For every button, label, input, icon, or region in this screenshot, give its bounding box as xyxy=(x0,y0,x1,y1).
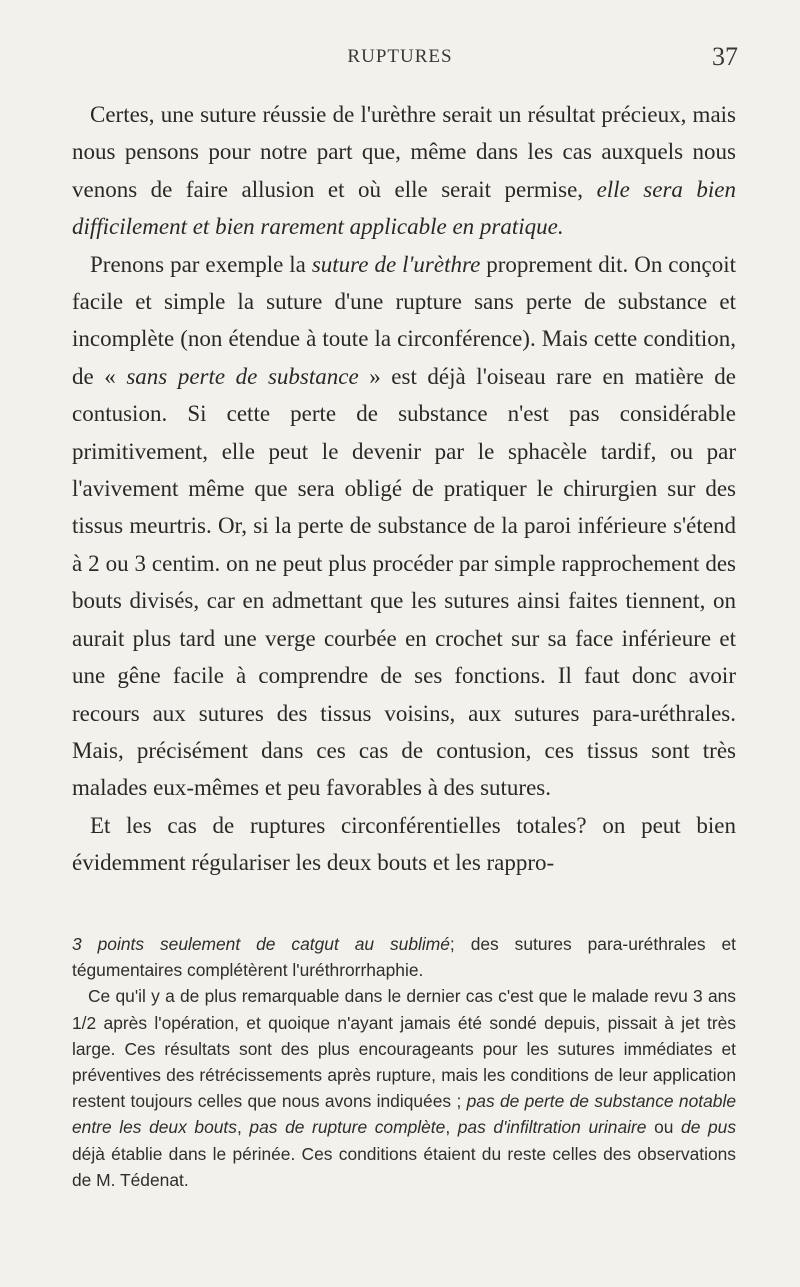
footnote-paragraph-1 xyxy=(72,931,736,983)
paragraph-2-text-a: Prenons par exemple la xyxy=(90,251,312,277)
footnote-2-text-g: ou xyxy=(646,1117,682,1138)
paragraph-1-text: Certes, une suture réussie de l'urèthre serait un résultat précieux, mais nous pensons pour notre part que, même dans les cas auxquels nous venons de faire allusion et où elle serait permise, xyxy=(72,102,736,202)
paragraph-2-text-c: proprement dit. On conçoit facile et simple la suture d'une rupture sans perte de substance et incomplète (non étendue à toute la circonférence). Mais cette condition, de « xyxy=(72,251,736,389)
footnote-2-emphasis-d: pas de rupture complète xyxy=(249,1117,446,1138)
paragraph-2-text-e: » est déjà l'oiseau rare en matière de contusion. Si cette perte de substance n'est pas considérable primitivement, elle peut le devenir par le sphacèle tardif, ou par l'avivement même que sera obligé de pratiquer le chirurgien sur des tissus meurtris. Or, si la perte de substance de la paroi inférieure s'étend à 2 ou 3 centim. on ne peut plus procéder par simple rapprochement des bouts divisés, car en admettant que les sutures ainsi faites tiennent, on aurait plus tard une verge courbée en crochet sur sa face inférieure et une gêne facile à comprendre de ses fonctions. Il faut donc avoir recours aux sutures des tissus voisins, aux sutures para-uréthrales. Mais, précisément dans ces cas de contusion, ces tissus sont très malades eux-mêmes et peu favorables à des sutures. xyxy=(72,363,736,801)
paragraph-1 xyxy=(72,96,736,246)
body-text xyxy=(72,96,736,882)
footnote-2-emphasis-b: pas de perte de substance notable entre les deux bouts xyxy=(72,1091,736,1138)
running-head xyxy=(60,42,740,86)
paragraph-2-emphasis-perte: sans perte de substance xyxy=(126,363,359,389)
footnote-2-emphasis-h: de pus xyxy=(681,1117,737,1138)
footnote-2-text-a: Ce qu'il y a de plus remarquable dans le dernier cas c'est que le malade revu 3 ans 1/2 après l'opération, et quoique n'ayant jamais été sondé depuis, pissait à jet très large. Ces résultats sont des plus encourageants pour les sutures immédiates et préventives des rétrécissements après rupture, mais les conditions de leur application restent toujours celles que nous avons indiquées ; xyxy=(72,986,736,1112)
footnote-2-text-i: déjà établie dans le périnée. Ces conditions étaient du reste celles des observations de M. Tédenat. xyxy=(72,1143,736,1190)
footnote-2-text-c: , xyxy=(236,1117,250,1138)
footnote xyxy=(72,931,736,1193)
footnote-1-emphasis: 3 points seulement de catgut au sublimé xyxy=(72,934,450,954)
paragraph-1-emphasis: elle sera bien difficilement et bien rarement applicable en pratique. xyxy=(72,176,737,240)
page-number: 37 xyxy=(712,42,738,71)
running-title: RUPTURES xyxy=(347,46,453,67)
paragraph-3: Et les cas de ruptures circonférentielles totales? on peut bien évidemment régulariser les deux bouts et les rappro- xyxy=(72,812,736,876)
footnote-2-emphasis-f: pas d'infiltration urinaire xyxy=(457,1117,647,1138)
paragraph-2-emphasis-suture: suture de l'urèthre xyxy=(311,251,481,277)
footnote-1-text: ; des sutures para-uréthrales et tégumentaires complétèrent l'uréthrorrhaphie. xyxy=(72,934,736,981)
footnote-2-text-e: , xyxy=(445,1117,458,1138)
paragraph-2 xyxy=(72,246,736,807)
footnote-paragraph-2 xyxy=(72,983,736,1193)
